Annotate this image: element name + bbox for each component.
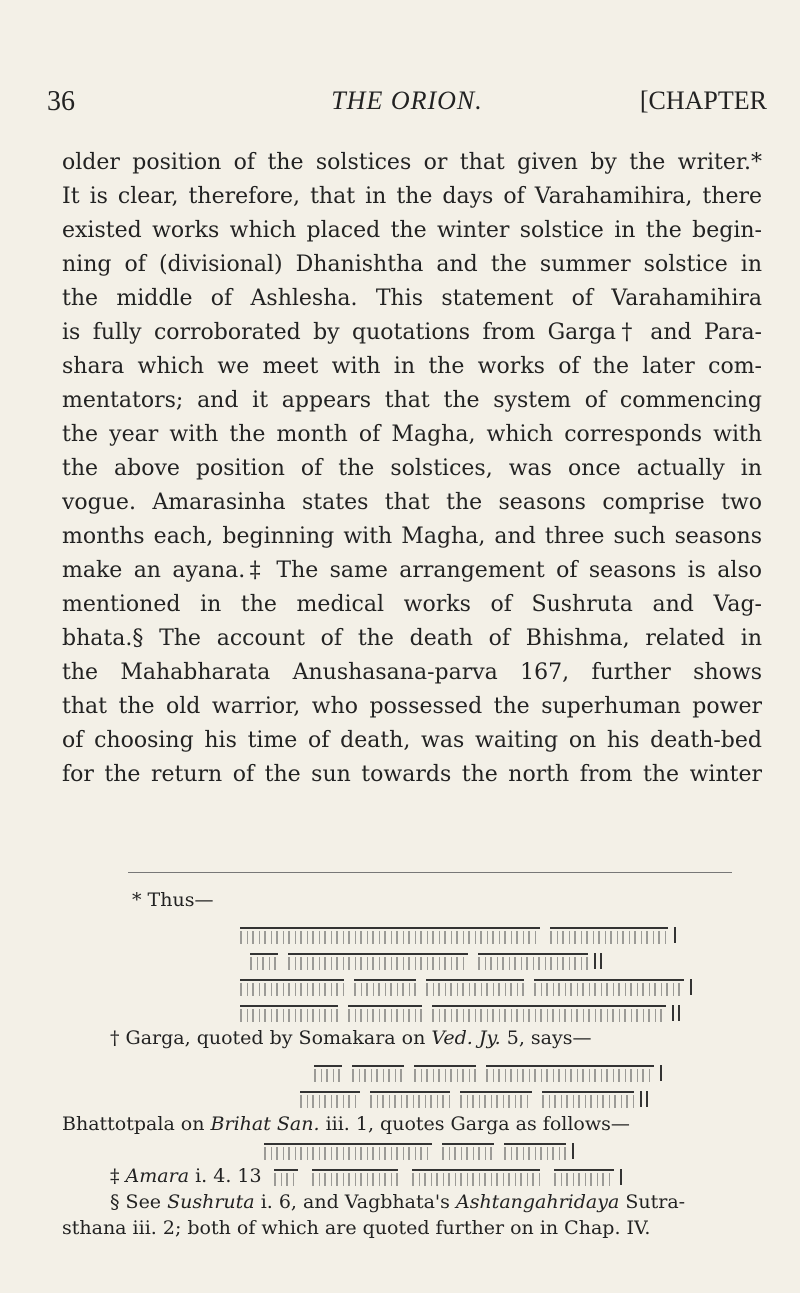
footnote-marker: * [132, 889, 142, 911]
footnote-marker: § [110, 1191, 120, 1213]
devanagari-word [312, 1169, 398, 1186]
text-line: the year with the month of Magha, which corresponds with [62, 422, 762, 447]
footnote-rule [128, 872, 732, 873]
footnote-marker: ‡ [110, 1165, 120, 1187]
devanagari-line [250, 947, 762, 973]
text-line: make an ayana.‡ The same arrangement of seasons is also [62, 558, 762, 583]
footnotes [62, 887, 762, 1241]
chapter-bracket: [ [639, 86, 649, 115]
devanagari-line [240, 999, 762, 1025]
footnote-text: Bhattotpala on [62, 1113, 205, 1135]
footnote-citation: Sushruta [167, 1191, 255, 1213]
footnote-text: See [125, 1191, 162, 1213]
footnote-dagger [62, 1025, 762, 1051]
text-line: mentioned in the medical works of Sushruta and Vag- [62, 592, 762, 617]
devanagari-line [240, 921, 762, 947]
devanagari-line [264, 1137, 762, 1163]
footnote-text: Thus— [147, 889, 214, 911]
devanagari-word [554, 1169, 614, 1186]
text-line: that the old warrior, who possessed the superhuman power [62, 694, 762, 719]
footnote-citation: Ashtangahridaya [455, 1191, 620, 1213]
footnote-ddagger [62, 1163, 762, 1189]
text-line: older position of the solstices or that given by the writer.* [62, 150, 762, 175]
text-line: the middle of Ashlesha. This statement of Varahamihira [62, 286, 762, 311]
devanagari-line [314, 1059, 762, 1085]
text-line: is fully corroborated by quotations from Garga† and Para- [62, 320, 762, 345]
text-line: of choosing his time of death, was waiting on his death-bed [62, 728, 762, 753]
footnote-section-cont: sthana iii. 2; both of which are quoted further on in Chap. IV. [62, 1217, 651, 1239]
footnote-text: iii. 1, quotes Garga as follows— [325, 1113, 630, 1135]
text-line: ning of (divisional) Dhanishtha and the summer solstice in [62, 252, 762, 277]
footnote-star [62, 887, 762, 913]
text-line: the Mahabharata Anushasana-parva 167, further shows [62, 660, 762, 685]
text-line: months each, beginning with Magha, and three such seasons [62, 524, 762, 549]
text-line: It is clear, therefore, that in the days of Varahamihira, there [62, 184, 762, 209]
sanskrit-verse-3 [264, 1137, 762, 1163]
text-line: bhata.§ The account of the death of Bhishma, related in [62, 626, 762, 651]
page-header [47, 86, 767, 126]
text-line: vogue. Amarasinha states that the seasons comprise two [62, 490, 762, 515]
footnote-citation: Brihat San. [210, 1113, 320, 1135]
footnote-text: Sutra- [625, 1191, 686, 1213]
footnote-marker: † [110, 1027, 120, 1049]
text-line: mentators; and it appears that the system of commencing [62, 388, 762, 413]
text-line: existed works which placed the winter solstice in the begin- [62, 218, 762, 243]
main-text [62, 146, 762, 792]
text-line: the above position of the solstices, was once actually in [62, 456, 762, 481]
devanagari-line [300, 1085, 762, 1111]
sanskrit-verse-2 [314, 1059, 762, 1111]
chapter-label [640, 86, 767, 116]
footnote-bhattotpala [62, 1111, 762, 1137]
footnote-citation: Ved. Jy. [431, 1027, 501, 1049]
footnote-section [62, 1189, 762, 1215]
text-line: for the return of the sun towards the north from the winter [62, 762, 762, 787]
footnote-text: i. 4. 13 [195, 1165, 262, 1187]
running-title: THE ORION. [331, 86, 483, 115]
footnote-text: i. 6, and Vagbhata's [260, 1191, 450, 1213]
chapter-word: CHAPTER [648, 86, 767, 115]
text-line: shara which we meet with in the works of the later com- [62, 354, 762, 379]
sanskrit-verse-1 [240, 921, 762, 1025]
devanagari-word [412, 1169, 540, 1186]
footnote-text: Garga, quoted by Somakara on [125, 1027, 426, 1049]
page-number: 36 [47, 86, 75, 117]
devanagari-word [274, 1169, 298, 1186]
devanagari-line [240, 973, 762, 999]
footnote-text: 5, says— [506, 1027, 592, 1049]
footnote-citation: Amara [125, 1165, 190, 1187]
